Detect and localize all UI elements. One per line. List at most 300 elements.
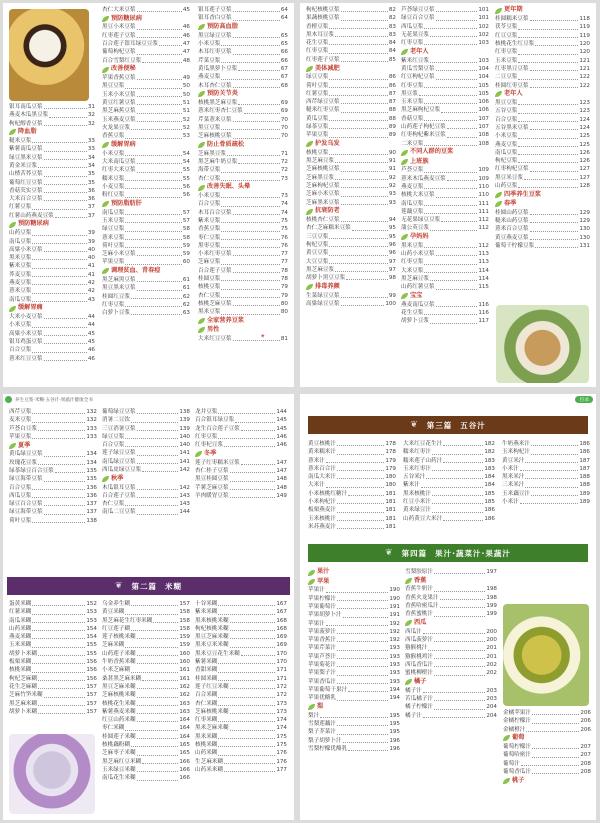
toc-entry[interactable] bbox=[306, 149, 396, 157]
toc-entry[interactable] bbox=[403, 457, 495, 465]
toc-entry[interactable] bbox=[102, 700, 190, 708]
toc-entry[interactable] bbox=[102, 492, 190, 500]
toc-entry[interactable] bbox=[405, 687, 497, 695]
toc-entry[interactable] bbox=[503, 717, 591, 725]
toc-entry[interactable] bbox=[401, 275, 489, 283]
toc-entry[interactable] bbox=[102, 724, 190, 732]
toc-entry[interactable] bbox=[9, 675, 97, 683]
toc-entry[interactable] bbox=[308, 720, 400, 728]
toc-entry[interactable] bbox=[102, 449, 190, 457]
toc-entry[interactable] bbox=[308, 586, 400, 594]
toc-entry[interactable] bbox=[306, 165, 396, 173]
toc-entry[interactable] bbox=[195, 708, 287, 716]
toc-entry[interactable] bbox=[9, 641, 97, 649]
toc-entry[interactable] bbox=[102, 749, 190, 757]
toc-entry[interactable] bbox=[503, 768, 591, 776]
toc-entry[interactable] bbox=[9, 600, 97, 608]
toc-entry[interactable] bbox=[403, 498, 495, 506]
toc-entry[interactable] bbox=[102, 650, 190, 658]
toc-entry[interactable] bbox=[495, 99, 590, 107]
toc-entry[interactable] bbox=[495, 165, 590, 173]
toc-entry[interactable] bbox=[306, 47, 396, 55]
toc-entry[interactable] bbox=[198, 308, 288, 316]
toc-entry[interactable] bbox=[9, 287, 95, 295]
toc-entry[interactable] bbox=[495, 225, 590, 233]
toc-entry[interactable] bbox=[9, 271, 95, 279]
toc-entry[interactable] bbox=[198, 82, 288, 90]
toc-entry[interactable] bbox=[102, 116, 190, 124]
toc-entry[interactable] bbox=[102, 466, 190, 474]
toc-entry[interactable] bbox=[403, 490, 495, 498]
toc-entry[interactable] bbox=[308, 628, 400, 636]
toc-entry[interactable] bbox=[9, 246, 95, 254]
toc-entry[interactable] bbox=[308, 481, 396, 489]
toc-entry[interactable] bbox=[198, 242, 288, 250]
toc-entry[interactable] bbox=[401, 140, 489, 148]
toc-entry[interactable] bbox=[198, 283, 288, 291]
toc-entry[interactable] bbox=[403, 440, 495, 448]
toc-entry[interactable] bbox=[195, 600, 287, 608]
toc-entry[interactable] bbox=[102, 6, 190, 14]
toc-entry[interactable] bbox=[308, 473, 396, 481]
toc-entry[interactable] bbox=[195, 433, 287, 441]
toc-entry[interactable] bbox=[198, 192, 288, 200]
toc-entry[interactable] bbox=[495, 149, 590, 157]
toc-entry[interactable] bbox=[9, 517, 97, 525]
toc-entry[interactable] bbox=[401, 224, 489, 232]
toc-entry[interactable] bbox=[401, 131, 489, 139]
toc-entry[interactable] bbox=[9, 666, 97, 674]
toc-entry[interactable] bbox=[195, 633, 287, 641]
toc-entry[interactable] bbox=[102, 209, 190, 217]
toc-entry[interactable] bbox=[495, 182, 590, 190]
toc-entry[interactable] bbox=[198, 267, 288, 275]
toc-entry[interactable] bbox=[401, 166, 489, 174]
toc-entry[interactable] bbox=[195, 441, 287, 449]
toc-entry[interactable] bbox=[102, 132, 190, 140]
toc-entry[interactable] bbox=[502, 465, 590, 473]
toc-entry[interactable] bbox=[9, 262, 95, 270]
toc-entry[interactable] bbox=[102, 708, 190, 716]
toc-entry[interactable] bbox=[306, 300, 396, 308]
toc-entry[interactable] bbox=[401, 39, 489, 47]
toc-entry[interactable] bbox=[495, 132, 590, 140]
toc-entry[interactable] bbox=[195, 650, 287, 658]
toc-entry[interactable] bbox=[195, 484, 287, 492]
toc-entry[interactable] bbox=[9, 633, 97, 641]
toc-entry[interactable] bbox=[198, 258, 288, 266]
toc-entry[interactable] bbox=[308, 745, 400, 753]
toc-entry[interactable] bbox=[308, 678, 400, 686]
toc-entry[interactable] bbox=[195, 608, 287, 616]
toc-entry[interactable] bbox=[195, 641, 287, 649]
toc-entry[interactable] bbox=[306, 292, 396, 300]
toc-entry[interactable] bbox=[198, 132, 288, 140]
toc-entry[interactable] bbox=[102, 166, 190, 174]
toc-entry[interactable] bbox=[308, 669, 400, 677]
toc-entry[interactable] bbox=[401, 123, 489, 131]
toc-entry[interactable] bbox=[195, 408, 287, 416]
toc-entry[interactable] bbox=[102, 124, 190, 132]
toc-entry[interactable] bbox=[495, 32, 590, 40]
toc-entry[interactable] bbox=[195, 658, 287, 666]
toc-entry[interactable] bbox=[198, 234, 288, 242]
toc-entry[interactable] bbox=[195, 475, 287, 483]
toc-entry[interactable] bbox=[306, 98, 396, 106]
toc-entry[interactable] bbox=[308, 712, 400, 720]
toc-entry[interactable] bbox=[306, 157, 396, 165]
toc-entry[interactable] bbox=[306, 14, 396, 22]
toc-entry[interactable] bbox=[401, 73, 489, 81]
toc-entry[interactable] bbox=[401, 115, 489, 123]
toc-entry[interactable] bbox=[195, 741, 287, 749]
toc-entry[interactable] bbox=[308, 611, 400, 619]
toc-entry[interactable] bbox=[9, 500, 97, 508]
toc-entry[interactable] bbox=[495, 82, 590, 90]
toc-entry[interactable] bbox=[9, 296, 95, 304]
toc-entry[interactable] bbox=[401, 191, 489, 199]
toc-entry[interactable] bbox=[9, 111, 95, 119]
toc-entry[interactable] bbox=[401, 301, 489, 309]
toc-entry[interactable] bbox=[495, 209, 590, 217]
toc-entry[interactable] bbox=[495, 23, 590, 31]
toc-entry[interactable] bbox=[308, 523, 396, 531]
toc-entry[interactable] bbox=[9, 700, 97, 708]
toc-entry[interactable] bbox=[306, 82, 396, 90]
toc-entry[interactable] bbox=[502, 481, 590, 489]
toc-entry[interactable] bbox=[195, 666, 287, 674]
toc-entry[interactable] bbox=[495, 157, 590, 165]
toc-entry[interactable] bbox=[502, 448, 590, 456]
toc-entry[interactable] bbox=[306, 56, 396, 64]
toc-entry[interactable] bbox=[403, 481, 495, 489]
toc-entry[interactable] bbox=[9, 484, 97, 492]
toc-entry[interactable] bbox=[401, 31, 489, 39]
toc-entry[interactable] bbox=[502, 473, 590, 481]
toc-entry[interactable] bbox=[102, 74, 190, 82]
toc-entry[interactable] bbox=[198, 150, 288, 158]
toc-entry[interactable] bbox=[401, 309, 489, 317]
toc-entry[interactable] bbox=[198, 65, 288, 73]
toc-entry[interactable] bbox=[195, 716, 287, 724]
toc-entry[interactable] bbox=[401, 242, 489, 250]
toc-entry[interactable] bbox=[102, 608, 190, 616]
toc-entry[interactable] bbox=[195, 459, 287, 467]
toc-entry[interactable] bbox=[102, 258, 190, 266]
toc-entry[interactable] bbox=[195, 625, 287, 633]
toc-entry[interactable] bbox=[306, 115, 396, 123]
toc-entry[interactable] bbox=[401, 106, 489, 114]
toc-entry[interactable] bbox=[9, 608, 97, 616]
toc-entry[interactable] bbox=[308, 498, 396, 506]
toc-entry[interactable] bbox=[198, 6, 288, 14]
toc-entry[interactable] bbox=[9, 625, 97, 633]
toc-entry[interactable] bbox=[102, 758, 190, 766]
toc-entry[interactable] bbox=[306, 258, 396, 266]
toc-entry[interactable] bbox=[9, 103, 95, 111]
toc-entry[interactable] bbox=[102, 741, 190, 749]
toc-entry[interactable] bbox=[198, 209, 288, 217]
toc-entry[interactable] bbox=[502, 490, 590, 498]
toc-entry[interactable] bbox=[403, 448, 495, 456]
toc-entry[interactable] bbox=[405, 585, 497, 593]
toc-entry[interactable] bbox=[503, 751, 591, 759]
toc-entry[interactable] bbox=[102, 617, 190, 625]
toc-entry[interactable] bbox=[495, 107, 590, 115]
toc-entry[interactable] bbox=[198, 200, 288, 208]
toc-entry[interactable] bbox=[195, 758, 287, 766]
toc-entry[interactable] bbox=[195, 425, 287, 433]
toc-entry[interactable] bbox=[306, 23, 396, 31]
toc-entry[interactable] bbox=[306, 190, 396, 198]
toc-entry[interactable] bbox=[306, 233, 396, 241]
toc-entry[interactable] bbox=[198, 107, 288, 115]
toc-entry[interactable] bbox=[102, 175, 190, 183]
toc-entry[interactable] bbox=[102, 242, 190, 250]
toc-entry[interactable] bbox=[495, 57, 590, 65]
toc-entry[interactable] bbox=[401, 23, 489, 31]
toc-entry[interactable] bbox=[102, 91, 190, 99]
toc-entry[interactable] bbox=[102, 40, 190, 48]
toc-entry[interactable] bbox=[102, 158, 190, 166]
toc-entry[interactable] bbox=[308, 465, 396, 473]
toc-entry[interactable] bbox=[306, 90, 396, 98]
toc-entry[interactable] bbox=[502, 440, 590, 448]
toc-entry[interactable] bbox=[495, 234, 590, 242]
toc-entry[interactable] bbox=[405, 602, 497, 610]
toc-entry[interactable] bbox=[102, 675, 190, 683]
toc-entry[interactable] bbox=[306, 123, 396, 131]
toc-entry[interactable] bbox=[198, 300, 288, 308]
toc-entry[interactable] bbox=[102, 301, 190, 309]
toc-entry[interactable] bbox=[495, 174, 590, 182]
toc-entry[interactable] bbox=[306, 274, 396, 282]
toc-entry[interactable] bbox=[102, 250, 190, 258]
toc-entry[interactable] bbox=[401, 216, 489, 224]
toc-entry[interactable] bbox=[9, 170, 95, 178]
toc-entry[interactable] bbox=[401, 175, 489, 183]
toc-entry[interactable] bbox=[102, 625, 190, 633]
toc-entry[interactable] bbox=[9, 433, 97, 441]
toc-entry[interactable] bbox=[102, 309, 190, 317]
toc-entry[interactable] bbox=[198, 73, 288, 81]
toc-entry[interactable] bbox=[308, 737, 400, 745]
toc-entry[interactable] bbox=[198, 158, 288, 166]
toc-entry[interactable] bbox=[198, 124, 288, 132]
toc-entry[interactable] bbox=[102, 32, 190, 40]
toc-entry[interactable] bbox=[195, 416, 287, 424]
toc-entry[interactable] bbox=[102, 733, 190, 741]
toc-entry[interactable] bbox=[9, 617, 97, 625]
toc-entry[interactable] bbox=[9, 683, 97, 691]
toc-entry[interactable] bbox=[495, 217, 590, 225]
toc-entry[interactable] bbox=[9, 137, 95, 145]
toc-entry[interactable] bbox=[405, 703, 497, 711]
toc-entry[interactable] bbox=[401, 98, 489, 106]
toc-entry[interactable] bbox=[401, 65, 489, 73]
toc-entry[interactable] bbox=[502, 457, 590, 465]
toc-entry[interactable] bbox=[306, 31, 396, 39]
toc-entry[interactable] bbox=[9, 313, 95, 321]
toc-entry[interactable] bbox=[195, 700, 287, 708]
toc-entry[interactable] bbox=[306, 174, 396, 182]
toc-entry[interactable] bbox=[195, 617, 287, 625]
toc-entry[interactable] bbox=[198, 275, 288, 283]
toc-entry[interactable] bbox=[401, 183, 489, 191]
toc-entry[interactable] bbox=[306, 39, 396, 47]
toc-entry[interactable] bbox=[401, 283, 489, 291]
toc-entry[interactable] bbox=[195, 675, 287, 683]
toc-entry[interactable] bbox=[9, 459, 97, 467]
toc-entry[interactable] bbox=[401, 57, 489, 65]
toc-entry[interactable] bbox=[102, 293, 190, 301]
toc-entry[interactable] bbox=[495, 48, 590, 56]
toc-entry[interactable] bbox=[495, 15, 590, 23]
toc-entry[interactable] bbox=[306, 131, 396, 139]
toc-entry[interactable] bbox=[102, 716, 190, 724]
toc-entry[interactable] bbox=[495, 124, 590, 132]
toc-entry[interactable] bbox=[102, 425, 190, 433]
toc-entry[interactable] bbox=[308, 515, 396, 523]
toc-entry[interactable] bbox=[308, 694, 400, 702]
toc-entry[interactable] bbox=[308, 620, 400, 628]
toc-entry[interactable] bbox=[308, 728, 400, 736]
toc-entry[interactable] bbox=[495, 73, 590, 81]
toc-entry[interactable] bbox=[198, 250, 288, 258]
toc-entry[interactable] bbox=[9, 425, 97, 433]
toc-entry[interactable] bbox=[195, 749, 287, 757]
toc-entry[interactable] bbox=[9, 179, 95, 187]
toc-entry[interactable] bbox=[9, 475, 97, 483]
toc-entry[interactable] bbox=[503, 709, 591, 717]
toc-entry[interactable] bbox=[102, 500, 190, 508]
toc-entry[interactable] bbox=[102, 774, 190, 782]
toc-entry[interactable] bbox=[198, 332, 288, 343]
toc-entry[interactable] bbox=[102, 284, 190, 292]
toc-entry[interactable] bbox=[198, 225, 288, 233]
toc-entry[interactable] bbox=[198, 40, 288, 48]
toc-entry[interactable] bbox=[9, 229, 95, 237]
toc-entry[interactable] bbox=[9, 145, 95, 153]
toc-entry[interactable] bbox=[401, 208, 489, 216]
toc-entry[interactable] bbox=[401, 258, 489, 266]
toc-entry[interactable] bbox=[9, 467, 97, 475]
toc-entry[interactable] bbox=[198, 48, 288, 56]
toc-entry[interactable] bbox=[9, 330, 95, 338]
toc-entry[interactable] bbox=[495, 141, 590, 149]
toc-entry[interactable] bbox=[102, 48, 190, 56]
toc-entry[interactable] bbox=[102, 57, 190, 65]
toc-entry[interactable] bbox=[308, 448, 396, 456]
toc-entry[interactable] bbox=[102, 225, 190, 233]
toc-entry[interactable] bbox=[503, 726, 591, 734]
toc-entry[interactable] bbox=[102, 484, 190, 492]
toc-entry[interactable] bbox=[405, 712, 497, 720]
toc-entry[interactable] bbox=[9, 492, 97, 500]
toc-entry[interactable] bbox=[9, 212, 95, 220]
toc-entry[interactable] bbox=[9, 162, 95, 170]
toc-entry[interactable] bbox=[198, 175, 288, 183]
toc-entry[interactable] bbox=[102, 23, 190, 31]
toc-entry[interactable] bbox=[405, 568, 497, 576]
toc-entry[interactable] bbox=[9, 338, 95, 346]
toc-entry[interactable] bbox=[495, 65, 590, 73]
toc-entry[interactable] bbox=[102, 458, 190, 466]
toc-entry[interactable] bbox=[102, 433, 190, 441]
toc-entry[interactable] bbox=[102, 99, 190, 107]
toc-entry[interactable] bbox=[195, 492, 287, 500]
toc-entry[interactable] bbox=[102, 766, 190, 774]
toc-entry[interactable] bbox=[306, 241, 396, 249]
toc-entry[interactable] bbox=[306, 106, 396, 114]
toc-entry[interactable] bbox=[9, 321, 95, 329]
toc-entry[interactable] bbox=[9, 120, 95, 128]
toc-entry[interactable] bbox=[503, 743, 591, 751]
toc-entry[interactable] bbox=[102, 666, 190, 674]
toc-entry[interactable] bbox=[102, 150, 190, 158]
toc-entry[interactable] bbox=[102, 633, 190, 641]
toc-entry[interactable] bbox=[401, 14, 489, 22]
toc-entry[interactable] bbox=[195, 683, 287, 691]
toc-entry[interactable] bbox=[9, 691, 97, 699]
toc-entry[interactable] bbox=[495, 116, 590, 124]
toc-entry[interactable] bbox=[102, 408, 190, 416]
toc-entry[interactable] bbox=[198, 116, 288, 124]
toc-entry[interactable] bbox=[401, 267, 489, 275]
toc-entry[interactable] bbox=[195, 467, 287, 475]
toc-entry[interactable] bbox=[401, 6, 489, 14]
toc-entry[interactable] bbox=[405, 594, 497, 602]
toc-entry[interactable] bbox=[308, 440, 396, 448]
toc-entry[interactable] bbox=[308, 661, 400, 669]
toc-entry[interactable] bbox=[401, 90, 489, 98]
toc-entry[interactable] bbox=[308, 686, 400, 694]
toc-entry[interactable] bbox=[102, 191, 190, 199]
toc-entry[interactable] bbox=[102, 416, 190, 424]
toc-entry[interactable] bbox=[102, 82, 190, 90]
toc-entry[interactable] bbox=[198, 14, 288, 22]
toc-entry[interactable] bbox=[198, 217, 288, 225]
toc-entry[interactable] bbox=[308, 603, 400, 611]
toc-entry[interactable] bbox=[195, 691, 287, 699]
toc-entry[interactable] bbox=[198, 99, 288, 107]
toc-entry[interactable] bbox=[102, 107, 190, 115]
toc-entry[interactable] bbox=[405, 695, 497, 703]
toc-entry[interactable] bbox=[308, 457, 396, 465]
toc-entry[interactable] bbox=[9, 187, 95, 195]
toc-entry[interactable] bbox=[405, 644, 497, 652]
toc-entry[interactable] bbox=[306, 266, 396, 274]
toc-entry[interactable] bbox=[306, 216, 396, 224]
toc-entry[interactable] bbox=[102, 441, 190, 449]
toc-entry[interactable] bbox=[405, 669, 497, 677]
toc-entry[interactable] bbox=[198, 32, 288, 40]
toc-entry[interactable] bbox=[102, 691, 190, 699]
toc-entry[interactable] bbox=[401, 317, 489, 325]
toc-entry[interactable] bbox=[403, 515, 495, 523]
toc-entry[interactable] bbox=[306, 73, 396, 81]
toc-entry[interactable] bbox=[9, 508, 97, 516]
toc-entry[interactable] bbox=[9, 279, 95, 287]
toc-entry[interactable] bbox=[198, 166, 288, 174]
toc-entry[interactable] bbox=[405, 661, 497, 669]
toc-entry[interactable] bbox=[9, 346, 95, 354]
toc-entry[interactable] bbox=[198, 292, 288, 300]
toc-entry[interactable] bbox=[102, 600, 190, 608]
toc-entry[interactable] bbox=[102, 276, 190, 284]
toc-entry[interactable] bbox=[9, 658, 97, 666]
toc-entry[interactable] bbox=[9, 650, 97, 658]
